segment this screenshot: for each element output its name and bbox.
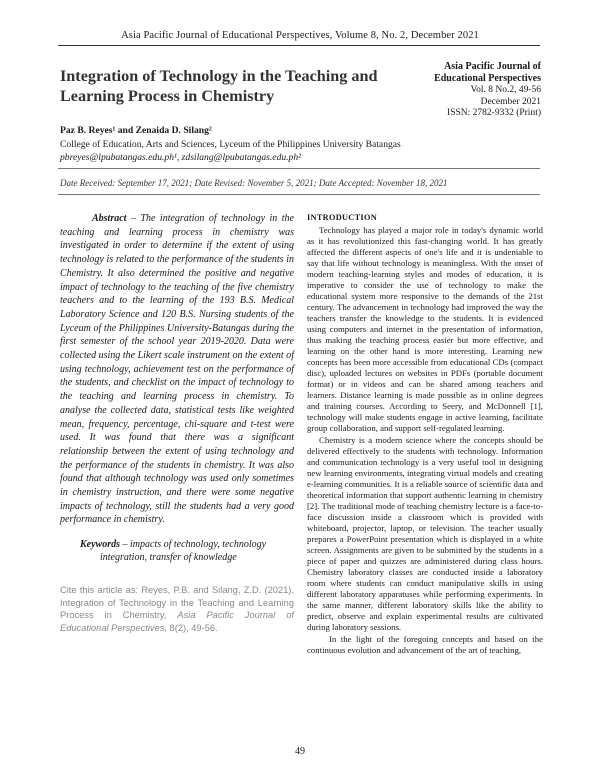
author-emails: pbreyes@lpubatangas.edu.ph¹, zdsilang@lpubatangas.edu.ph² — [60, 152, 302, 163]
keywords-text: – impacts of technology, technology integration, transfer of knowledge — [100, 539, 267, 564]
abstract-label: Abstract — [92, 213, 127, 224]
authors: Paz B. Reyes¹ and Zenaida D. Silang² — [60, 125, 212, 136]
journal-name-line1: Asia Pacific Journal of — [444, 61, 541, 72]
left-column — [60, 212, 294, 634]
article-title: Integration of Technology in the Teaching and Learning Process in Chemistry — [60, 67, 378, 105]
introduction-heading: INTRODUCTION — [307, 213, 377, 222]
affiliation: College of Education, Arts and Sciences, Lyceum of the Philippines University Batangas — [60, 139, 401, 150]
dates-divider-top — [58, 168, 540, 169]
journal-name-line2: Educational Perspectives — [434, 73, 541, 84]
keywords — [80, 538, 294, 564]
introduction-paragraph-2: Chemistry is a modern science where the concepts should be delivered effectively to the students with technology. Information and communication technology is a very useful tool in designing new learning environments, integrating virtual models and creating e-learning communities. It is a reliable source of scientific data and theoretical information that support authentic learning in chemistry [2]. The traditional mode of teaching chemistry lecture is a face-to-face discussion inside a classroom which is provided with whiteboard, projector, laptop, or television. The teacher usually prepares a PowerPoint presentation which is displayed in a white screen. Assignments are given to be submitted by the students in a piece of paper and quizzes are administered during class hours. Chemistry laboratory classes are conducted inside a laboratory room where students can conduct manipulative skills in using different laboratory apparatuses while performing experiments. In the same manner, different laboratory skills like the ability to predict, observe and explain experimental results are cultivated during laboratory sessions. — [307, 435, 543, 632]
right-column — [307, 212, 543, 656]
journal-date: December 2021 — [480, 96, 541, 107]
dates-divider-bottom — [58, 194, 540, 195]
introduction-paragraph-1: Technology has played a major role in today's dynamic world as it has revolutionized this fast-changing world. It has greatly affected the different aspects of one's life and it is undeniable to say that life without technology is meaningless. With the onset of modern teaching-learning styles and modes of education, it is imperative to consider the use of technology to make the educational system more responsive to the demands of the 21st century. The advancement in technology had improved the way the teachers transfer the knowledge to the students. It is evidenced using computers and internet in the presentation of information, thus making the teaching process easier but more effective, and learning on the other hand is more interesting. Learning new concepts has been more accessible from educational CDs (compact disc), uploaded lectures on websites in PDFs (portable document format) or in videos and can be shared among teachers and learners. Distance learning is made possible as in online degrees and training courses. According to Seery, and McDonnell [1], technology will make students engage in active learning, facilitate group collaboration, and support self-regulated learning. — [307, 225, 543, 433]
page-number: 49 — [295, 746, 305, 757]
journal-info-box — [391, 61, 541, 120]
journal-volume: Vol. 8 No.2, 49-56 — [470, 85, 541, 95]
keywords-label: Keywords — [80, 539, 120, 551]
article-dates: Date Received: September 17, 2021; Date Revised: November 5, 2021; Date Accepted: November 18, 2021 — [60, 178, 448, 188]
citation-volume: , 8(2), 49-56. — [164, 622, 218, 633]
citation-journal: Asia Pacific Journal of Educational Perspectives — [60, 610, 294, 633]
introduction-paragraph-3: In the light of the foregoing concepts and based on the continuous evolution and advancement of the art of teaching, — [307, 634, 543, 655]
citation-text: Cite this article as: Reyes, P.B. and Silang, Z.D. (2021). Integration of Technology in the Teaching and Learning Process in Chemistry, — [60, 585, 294, 621]
journal-issn: ISSN: 2782-9332 (Print) — [447, 108, 541, 118]
abstract — [60, 212, 294, 527]
header-divider — [58, 45, 540, 46]
running-header: Asia Pacific Journal of Educational Perspectives, Volume 8, No. 2, December 2021 — [121, 30, 479, 41]
citation — [60, 584, 294, 634]
abstract-text: – The integration of technology in the teaching and learning process in chemistry was investigated in order to determine if the extent of using technology is related to the performance of the students in Chemistry. It also determined the positive and negative impact of technology to the teaching of the five chemistry teachers and to the learning of the 193 B.S. Medical Laboratory Science and 120 B.S. Nursing students of the Lyceum of the Philippines University-Batangas during the first semester of the school year 2019-2020. Data were collected using the Likert scale instrument on the extent of using technology, achievement test on the performance of the students, and checklist on the impact of technology to the teaching and learning process in chemistry. To analyse the collected data, statistical tests like weighted mean, frequency, percentage, chi-square and t-test were used. It was found that there was a significant relationship between the extent of using technology and the performance of the students in chemistry. It was also found that although technology was used only sometimes in chemistry instruction, and there were some negative impacts of technology, still the students had a very good performance in chemistry. — [60, 213, 294, 526]
